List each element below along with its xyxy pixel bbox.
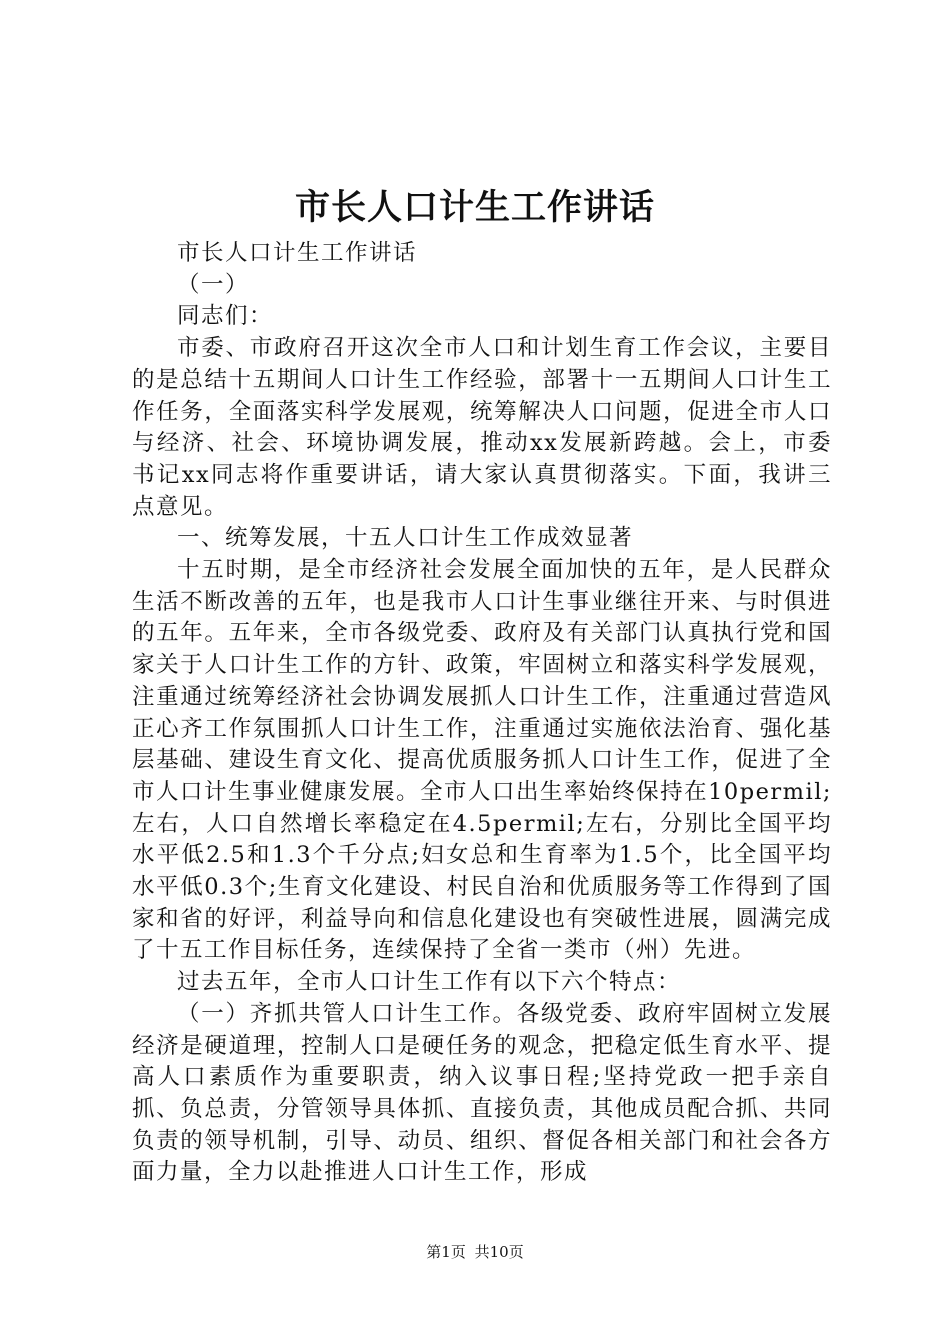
paragraph-section-mark: （一）: [177, 271, 250, 298]
paragraph-feature-1: （一）齐抓共管人口计生工作。各级党委、政府牢固树立发展经济是硬道理，控制人口是硬任务的观念，把稳定低生育水平、提高人口素质作为重要职责，纳入议事日程;坚持党政一把手亲自抓、负总责，分管领导具体抓、直接负责，其他成员配合抓、共同负责的领导机制，引导、动员、组织、督促各相关部门和社会各方面力量，全力以赴推进人口计生工作，形成: [132, 1000, 832, 1186]
paragraph-salutation: 同志们：: [177, 303, 274, 330]
page-footer: [0, 1242, 950, 1262]
page-number: 第1页: [426, 1243, 466, 1261]
paragraph-heading-1: 一、统筹发展，十五人口计生工作成效显著: [177, 525, 634, 552]
paragraph-features-intro: 过去五年，全市人口计生工作有以下六个特点：: [177, 969, 682, 996]
document-title: 市长人口计生工作讲话: [294, 187, 655, 228]
paragraph-subtitle: 市长人口计生工作讲话: [177, 240, 418, 266]
page-total: 共10页: [474, 1243, 524, 1261]
paragraph-achievements: 十五时期，是全市经济社会发展全面加快的五年，是人民群众生活不断改善的五年，也是我市人口计生事业继往开来、与时俱进的五年。五年来，全市各级党委、政府及有关部门认真执行党和国家关于人口计生工作的方针、政策，牢固树立和落实科学发展观，注重通过统筹经济社会协调发展抓人口计生工作，注重通过营造风正心齐工作氛围抓人口计生工作，注重通过实施依法治育、强化基层基础、建设生育文化、提高优质服务抓人口计生工作，促进了全市人口计生事业健康发展。全市人口出生率始终保持在10permil;左右，人口自然增长率稳定在4.5permil;左右，分别比全国平均水平低2.5和1.3个千分点;妇女总和生育率为1.5个，比全国平均水平低0.3个;生育文化建设、村民自治和优质服务等工作得到了国家和省的好评，利益导向和信息化建设也有突破性进展，圆满完成了十五工作目标任务，连续保持了全省一类市（州）先进。: [132, 557, 832, 964]
paragraph-intro: 市委、市政府召开这次全市人口和计划生育工作会议，主要目的是总结十五期间人口计生工作经验，部署十一五期间人口计生工作任务，全面落实科学发展观，统筹解决人口问题，促进全市人口与经济、社会、环境协调发展，推动xx发展新跨越。会上，市委书记xx同志将作重要讲话，请大家认真贯彻落实。下面，我讲三点意见。: [132, 335, 832, 520]
document-body: [132, 238, 832, 1189]
